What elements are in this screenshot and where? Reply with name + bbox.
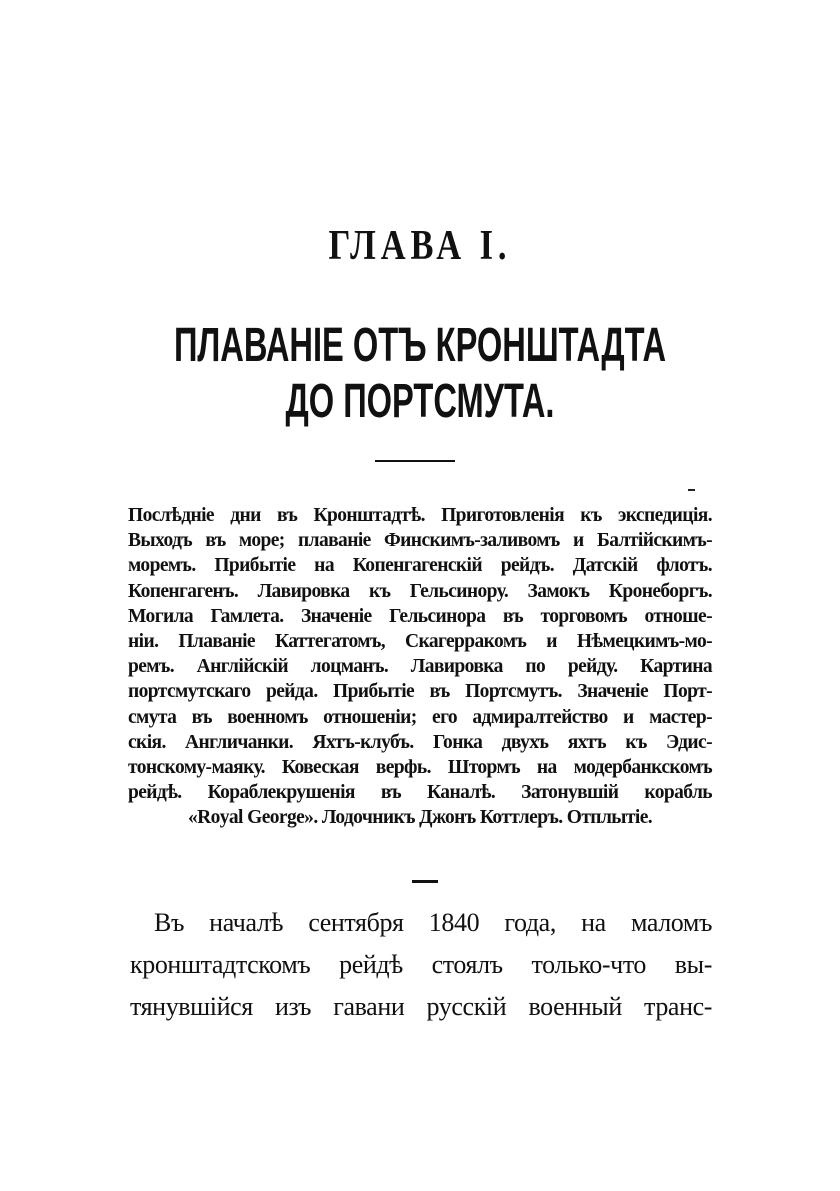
summary-line: «Royal George». Лодочникъ Джонъ Коттлеръ. Отплытіе. [187, 807, 653, 829]
body-line: Въ началѣ сентября 1840 года, на маломъ [154, 908, 712, 937]
summary-line: портсмутскаго рейда. Прибытіе въ Портсмутъ. Значеніе Порт- [128, 681, 712, 703]
summary-line: ніи. Плаваніе Каттегатомъ, Скагерракомъ и Нѣмецкимъ-мо- [128, 631, 712, 653]
summary-line: смута въ военномъ отношеніи; его адмиралтейство и мастер- [128, 706, 712, 728]
summary-line: рейдѣ. Кораблекрушенія въ Каналѣ. Затонувшій корабль [128, 782, 712, 804]
print-speck [688, 489, 695, 491]
chapter-number: ГЛАВА I. [328, 223, 512, 269]
summary-line: моремъ. Прибытіе на Копенгагенскій рейдъ. Датскій флотъ. [128, 555, 712, 577]
summary-line: Могила Гамлета. Значеніе Гельсинора въ торговомъ отноше- [128, 605, 712, 627]
short-divider [412, 880, 438, 883]
summary-line: скія. Англичанки. Яхтъ-клубъ. Гонка двухъ яхтъ къ Эдис- [128, 731, 712, 753]
chapter-title-line: ДО ПОРТСМУТА. [285, 375, 555, 428]
summary-line: тонскому-маяку. Ковеская верфь. Штормъ на модербанкскомъ [128, 757, 712, 779]
summary-line: Послѣдніе дни въ Кронштадтѣ. Приготовленія къ экспедиція. [128, 505, 712, 526]
chapter-summary [128, 503, 712, 831]
body-line: кронштадтскомъ рейдѣ стоялъ только-что вы- [130, 950, 712, 979]
section-divider [375, 460, 455, 462]
chapter-title [134, 318, 705, 430]
summary-line: Копенгагенъ. Лавировка къ Гельсинору. Замокъ Кронеборгъ. [128, 580, 712, 602]
body-paragraph [130, 902, 712, 1028]
body-line: тянувшійся изъ гавани русскій военный транс- [130, 992, 712, 1021]
summary-line: ремъ. Англійскій лоцманъ. Лавировка по рейду. Картина [128, 656, 712, 678]
summary-line: Выходъ въ море; плаваніе Финскимъ-заливомъ и Балтійскимъ- [128, 530, 712, 552]
chapter-title-line: ПЛАВАНІЕ ОТЪ КРОНШТАДТА [173, 319, 667, 372]
